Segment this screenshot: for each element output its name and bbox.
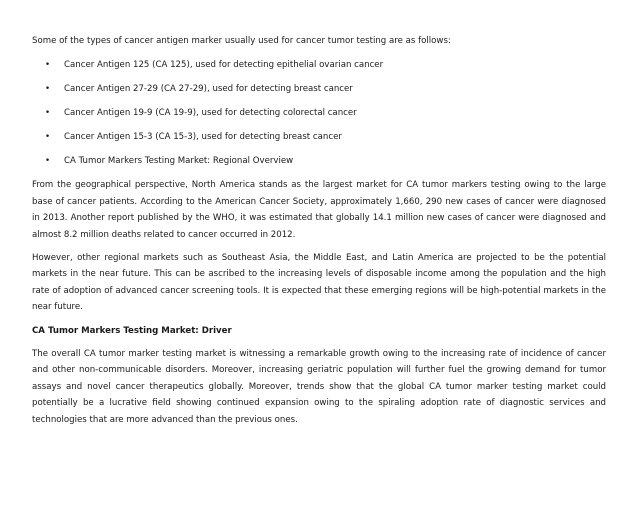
list-item — [32, 81, 606, 97]
list-item-text: Cancer Antigen 125 (CA 125), used for detecting epithelial ovarian cancer — [64, 60, 384, 71]
bullet-icon: • — [45, 156, 51, 167]
intro-text: Some of the types of cancer antigen marker usually used for cancer tumor testing are as follows: — [32, 36, 451, 46]
emerging-markets-paragraph: However, other regional markets such as Southeast Asia, the Middle East, and Latin America are projected to be the potential markets in the near future. This can be ascribed to the increasing levels of disposable income among the population and the high rate of adoption of advanced cancer screening tools. It is expected that these emerging regions will be high-potential markets in the near future. — [32, 253, 606, 313]
document-page — [32, 33, 606, 428]
list-item — [32, 57, 606, 73]
list-item-text: CA Tumor Markers Testing Market: Regional Overview — [64, 156, 294, 167]
regional-paragraph: From the geographical perspective, North America stands as the largest market for CA tumor markers testing owing to the large base of cancer patients. According to the American Cancer Society, approximately 1,660, 290 new cases of cancer were diagnosed in 2013. Another report published by the WHO, it was estimated that globally 14.1 million new cases of cancer were diagnosed and almost 8.2 million deaths related to cancer occurred in 2012. — [32, 180, 606, 240]
bullet-icon: • — [45, 132, 51, 143]
list-item-text: Cancer Antigen 27-29 (CA 27-29), used for detecting breast cancer — [64, 84, 353, 95]
list-item — [32, 153, 606, 169]
list-item-text: Cancer Antigen 19-9 (CA 19-9), used for detecting colorectal cancer — [64, 108, 357, 119]
list-item-text: Cancer Antigen 15-3 (CA 15-3), used for detecting breast cancer — [64, 132, 342, 143]
bullet-icon: • — [45, 108, 51, 119]
bullet-icon: • — [45, 84, 51, 95]
driver-paragraph: The overall CA tumor marker testing market is witnessing a remarkable growth owing to the increasing rate of incidence of cancer and other non-communicable disorders. Moreover, increasing geriatric population will further fuel the growing demand for tumor assays and novel cancer therapeutics globally. Moreover, trends show that the global CA tumor marker testing market could potentially be a lucrative field showing continued expansion owing to the spiraling adoption rate of diagnostic services and technologies that are more advanced than the previous ones. — [32, 349, 606, 425]
driver-heading: CA Tumor Markers Testing Market: Driver — [32, 325, 232, 336]
bullet-icon: • — [45, 60, 51, 71]
antigen-list — [32, 57, 606, 169]
list-item — [32, 129, 606, 145]
list-item — [32, 105, 606, 121]
